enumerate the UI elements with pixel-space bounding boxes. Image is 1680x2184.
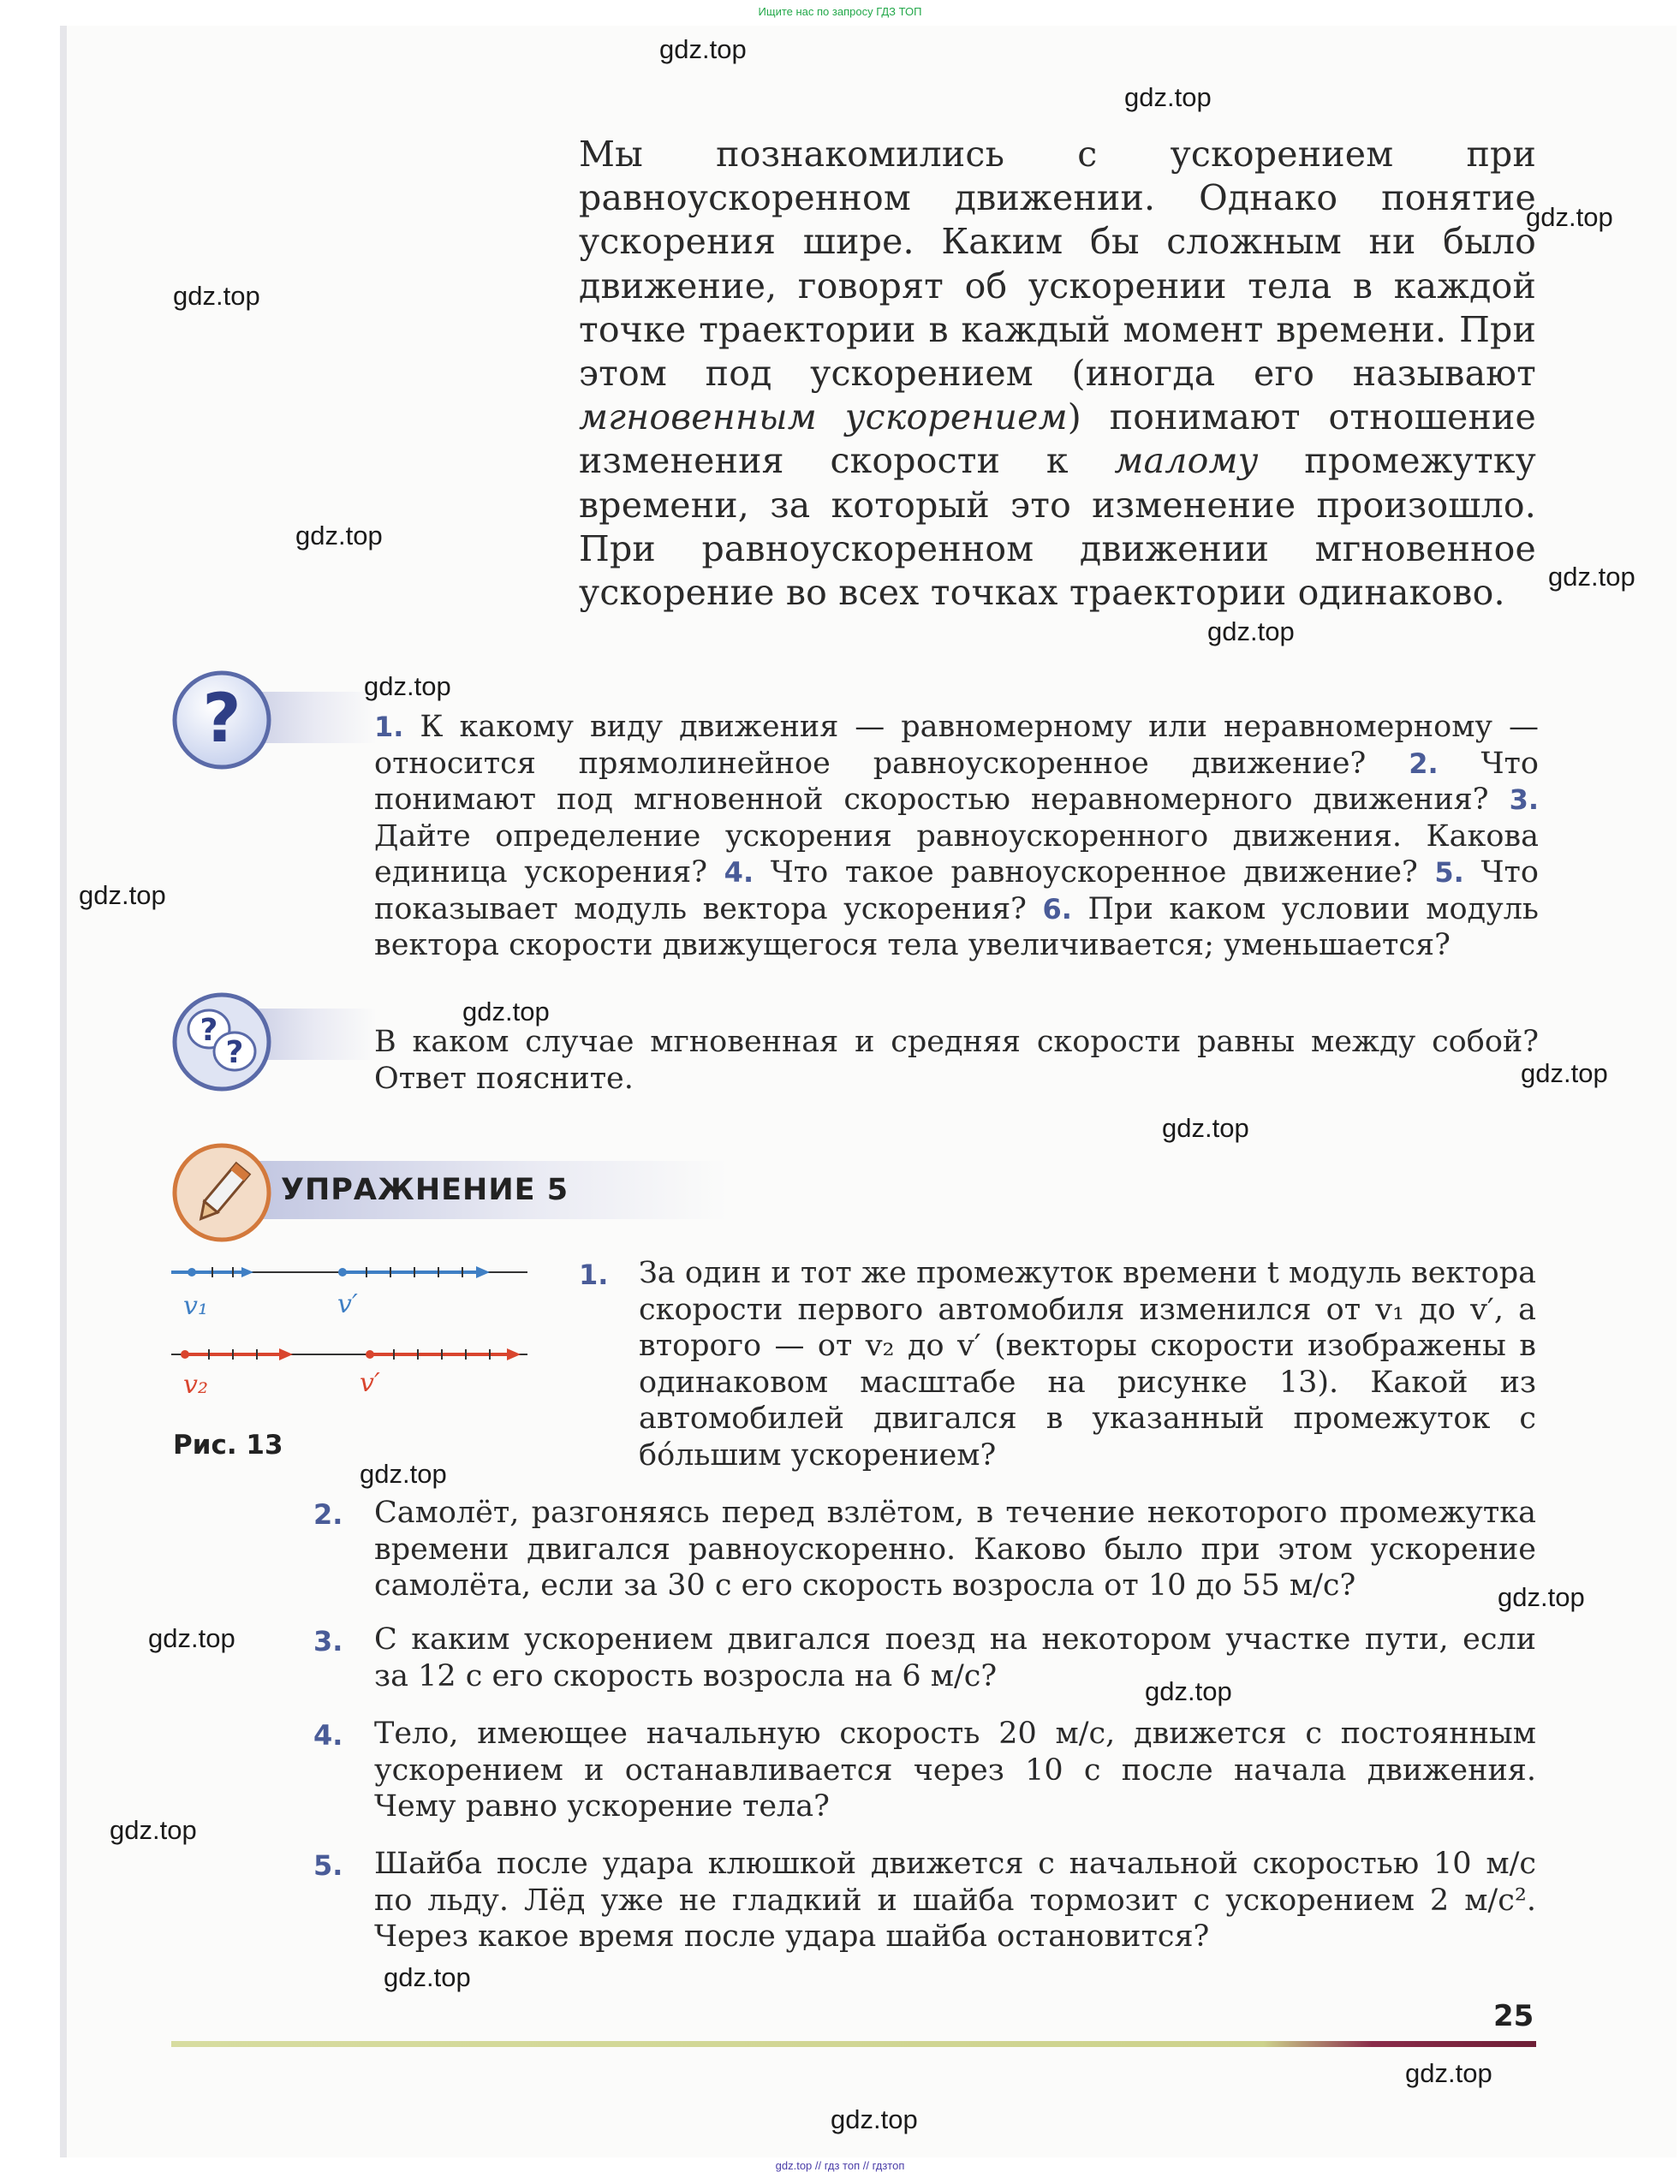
question-number: 3. <box>1509 783 1539 816</box>
svg-text:?: ? <box>225 1035 244 1070</box>
vector-label-v1: v₁ <box>183 1291 208 1321</box>
watermark: gdz.top <box>79 880 166 910</box>
site-note-bottom: gdz.top // гдз топ // гдзтоп <box>775 2159 905 2172</box>
watermark: gdz.top <box>659 34 747 64</box>
pencil-icon <box>171 1142 272 1243</box>
figure-caption: Рис. 13 <box>173 1430 283 1461</box>
question-text: Что понимают под мгновенной скоростью неравномерного движения? <box>374 746 1539 817</box>
page-number: 25 <box>1493 1999 1534 2033</box>
watermark: gdz.top <box>462 997 550 1027</box>
vector-label-vprime-top: v′ <box>337 1289 358 1319</box>
question-number: 6. <box>1042 892 1072 925</box>
figure-13 <box>168 1259 527 1413</box>
svg-text:?: ? <box>200 1013 218 1048</box>
watermark: gdz.top <box>384 1962 471 1992</box>
watermark: gdz.top <box>1162 1113 1249 1143</box>
question-icon <box>171 669 272 771</box>
question-number: 1. <box>374 711 404 743</box>
watermark: gdz.top <box>110 1815 197 1845</box>
watermark: gdz.top <box>1548 562 1635 592</box>
watermark: gdz.top <box>173 281 260 311</box>
site-note-top: Ищите нас по запросу ГДЗ ТОП <box>758 5 922 18</box>
discussion-icon <box>171 991 272 1092</box>
question-text: Что такое равноускоренное движение? <box>770 855 1418 890</box>
term-instant-acceleration: мгновенным ускорением <box>579 396 1068 438</box>
question-number: 5. <box>1434 856 1464 889</box>
footer-rule <box>171 2041 1536 2047</box>
question-text: При каком условии модуль вектора скорости движущегося тела увеличивается; уменьшается? <box>374 891 1539 962</box>
watermark: gdz.top <box>1526 202 1613 232</box>
vector-label-v2: v₂ <box>183 1370 208 1400</box>
watermark: gdz.top <box>1124 82 1212 112</box>
watermark: gdz.top <box>148 1623 235 1653</box>
task-number: 1. <box>579 1259 609 1291</box>
exercise-title: УПРАЖНЕНИЕ 5 <box>281 1173 569 1207</box>
watermark: gdz.top <box>360 1459 447 1489</box>
term-small: малому <box>1114 440 1259 482</box>
watermark: gdz.top <box>295 521 383 550</box>
watermark: gdz.top <box>364 671 451 701</box>
vector-label-vprime-bottom: v′ <box>360 1368 380 1398</box>
task-text: Самолёт, разгоняясь перед взлётом, в течение некоторого промежутка времени двигался равноускоренно. Каково было при этом ускорение самолёта, если за 30 с его скорость возросла от 10 до 55 м/с? <box>374 1496 1536 1603</box>
questions-list <box>374 709 1539 964</box>
task-text: За один и тот же промежуток времени t модуль вектора скорости первого автомобиля изменился от v₁ до v′, а второго — от v₂ до v′ (векторы скорости изображены в одинаковом масштабе на рисунке 13). Какой из автомобилей двигался в указанный промежуток с бóльшим ускорением? <box>639 1256 1536 1473</box>
watermark: gdz.top <box>1145 1676 1232 1706</box>
question-number: 4. <box>724 856 754 889</box>
main-paragraph: Мы познакомились с ускорением при равноускоренном движении. Однако понятие ускорения шире. Каким бы сложным ни было движение, говорят об ускорении тела в каждой точке траектории в каждый момент времени. При этом под ускорением (иногда его называют мгновенным ускорением) понимают отношение изменения скорости к малому промежутку времени, за который это изменение произошло. При равноускоренном движении мгновенное ускорение во всех точках траектории одинаково. <box>579 134 1536 614</box>
svg-text:?: ? <box>202 681 241 758</box>
question-text: К какому виду движения — равномерному или неравномерному — относится прямолинейное равноускоренное движение? <box>374 710 1539 781</box>
task-number: 5. <box>313 1849 343 1882</box>
question-text: Что показывает модуль вектора ускорения? <box>374 855 1539 926</box>
task-number: 3. <box>313 1625 343 1657</box>
watermark: gdz.top <box>1521 1058 1608 1088</box>
task-text: С каким ускорением двигался поезд на некотором участке пути, если за 12 с его скорость возросла на 6 м/с? <box>374 1622 1536 1693</box>
discussion-text: В каком случае мгновенная и средняя скорости равны между собой? Ответ поясните. <box>374 1025 1539 1096</box>
task-text: Тело, имеющее начальную скорость 20 м/с, движется с постоянным ускорением и останавливается через 10 с после начала движения. Чему равно ускорение тела? <box>374 1717 1536 1824</box>
watermark: gdz.top <box>831 2104 918 2134</box>
task-number: 2. <box>313 1498 343 1531</box>
watermark: gdz.top <box>1498 1582 1585 1612</box>
task-text: Шайба после удара клюшкой движется с начальной скоростью 10 м/с по льду. Лёд уже не гладкий и шайба тормозит с ускорением 2 м/с². Через какое время после удара шайба остановится? <box>374 1847 1536 1954</box>
question-text: Дайте определение ускорения равноускоренного движения. Какова единица ускорения? <box>374 818 1539 890</box>
watermark: gdz.top <box>1207 616 1295 646</box>
question-number: 2. <box>1409 747 1439 780</box>
task-number: 4. <box>313 1719 343 1752</box>
watermark: gdz.top <box>1405 2058 1492 2088</box>
